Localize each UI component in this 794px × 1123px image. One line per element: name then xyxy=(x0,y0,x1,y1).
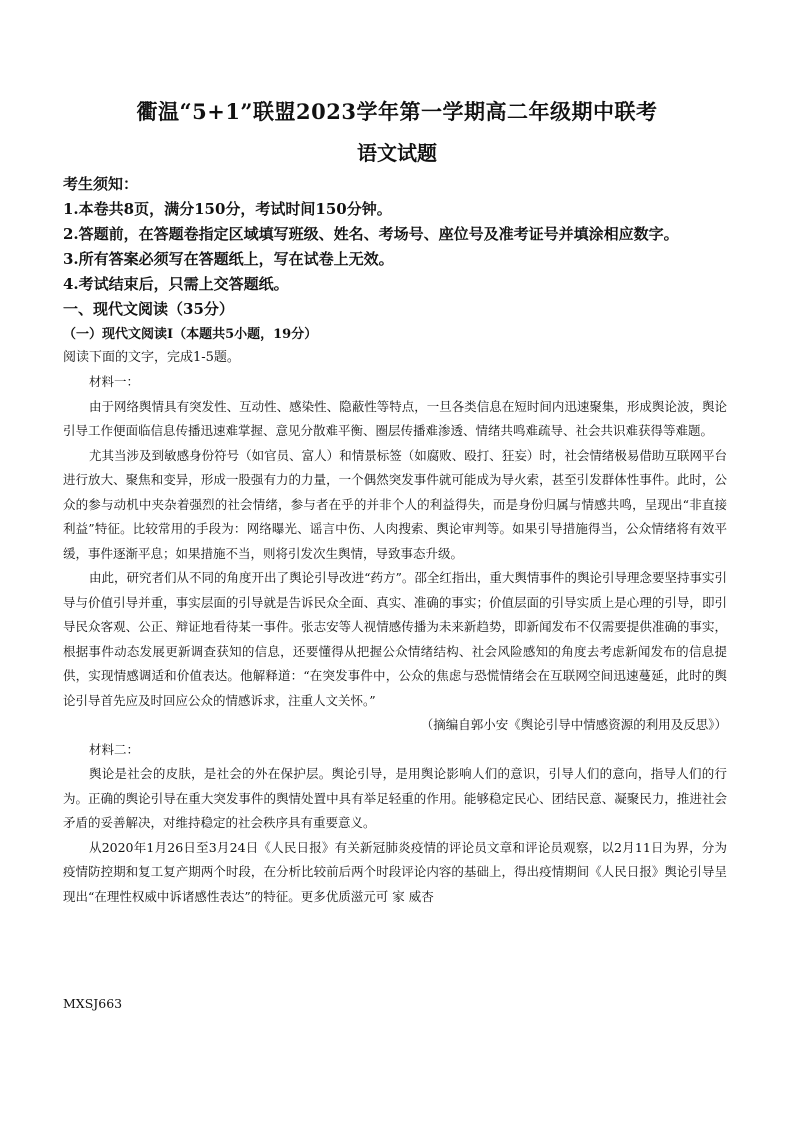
page-subtitle: 语文试题 xyxy=(357,141,437,165)
subsection-heading: （一）现代文阅读Ⅰ（本题共5小题，19分） xyxy=(63,327,318,342)
material-label: 材料一： xyxy=(89,374,140,389)
material-paragraph: 由于网络舆情具有突发性、互动性、感染性、隐蔽性等特点，一旦各类信息在短时间内迅速聚集，形成舆论波，舆论引导工作便面临信息传播迅速难掌握、意见分散难平衡、圈层传播难渗透、情绪共鸣难疏导、社会共识难获得等难题。 xyxy=(63,398,727,438)
reading-instruction: 阅读下面的文字，完成1-5题。 xyxy=(63,350,240,365)
material-paragraph: 由此，研究者们从不同的角度开出了舆论引导改进“药方”。邵全红指出，重大舆情事件的舆论引导理念要坚持事实引导与价值引导并重，事实层面的引导就是告诉民众全面、真实、准确的事实；价值层面的引导实质上是心理的引导，即引导民众客观、公正、辩证地看待某一事件。张志安等人视情感传播为未来新趋势，即新闻发布不仅需要提供准确的事实，根据事件动态发展更新调查获知的信息，还要懂得从把握公众情绪结构、社会风险感知的角度去考虑新闻发布的信息提供，实现情感调适和价值表达。他解释道：“在突发事件中，公众的焦虑与恐慌情绪会在互联网空间迅速蔓延，此时的舆论引导首先应及时回应公众的情感诉求，注重人文关怀。” xyxy=(63,570,727,708)
exam-notice xyxy=(63,172,743,297)
section-heading: 一、现代文阅读（35分） xyxy=(63,300,234,318)
material-paragraph: 尤其当涉及到敏感身份符号（如官员、富人）和情景标签（如腐败、殴打、狂妄）时，社会情绪极易借助互联网平台进行放大、聚焦和变异，形成一股强有力的力量，一个偶然突发事件就可能成为导火索，甚至引发群体性事件。此时，公众的参与动机中夹杂着强烈的社会情绪，参与者在乎的并非个人的利益得失，而是身份归属与情感共鸣，呈现出“非直接利益”特征。比较常用的手段为：网络曝光、谣言中伤、人肉搜索、舆论审判等。如果引导措施得当，公众情绪将有效平缓，事件逐渐平息；如果措施不当，则将引发次生舆情，导致事态升级。 xyxy=(63,447,727,561)
material-paragraph: 舆论是社会的皮肤，是社会的外在保护层。舆论引导，是用舆论影响人们的意识，引导人们的意向，指导人们的行为。正确的舆论引导在重大突发事件的舆情处置中具有举足轻重的作用。能够稳定民心、团结民意、凝聚民力，推进社会矛盾的妥善解决，对维持稳定的社会秩序具有重要意义。 xyxy=(63,766,727,830)
notice-heading: 考生须知： xyxy=(63,175,139,193)
material-paragraph: 从2020年1月26日至3月24日《人民日报》有关新冠肺炎疫情的评论员文章和评论员观察，以2月11日为界，分为疫情防控期和复工复产期两个时段，在分析比较前后两个时段评论内容的基础上，得出疫情期间《人民日报》舆论引导呈现出“在理性权威中诉诸感性表达”的特征。更多优质滋元可 家 威杏 xyxy=(63,839,727,904)
material-one xyxy=(63,370,727,909)
notice-item: 2.答题前，在答题卷指定区域填写班级、姓名、考场号、座位号及准考证号并填涂相应数字。 xyxy=(63,225,679,243)
material-source: （摘编自郭小安《舆论引导中情感资源的利用及反思》） xyxy=(420,717,727,732)
notice-item: 1.本卷共8页，满分150分，考试时间150分钟。 xyxy=(63,200,392,218)
page-title: 衢温“5+1”联盟2023学年第一学期高二年级期中联考 xyxy=(136,99,658,124)
notice-item: 4.考试结束后，只需上交答题纸。 xyxy=(63,275,289,293)
notice-item: 3.所有答案必须写在答题纸上，写在试卷上无效。 xyxy=(63,250,394,268)
material-label: 材料二： xyxy=(89,741,140,757)
document-code: MXSJ663 xyxy=(63,996,123,1011)
